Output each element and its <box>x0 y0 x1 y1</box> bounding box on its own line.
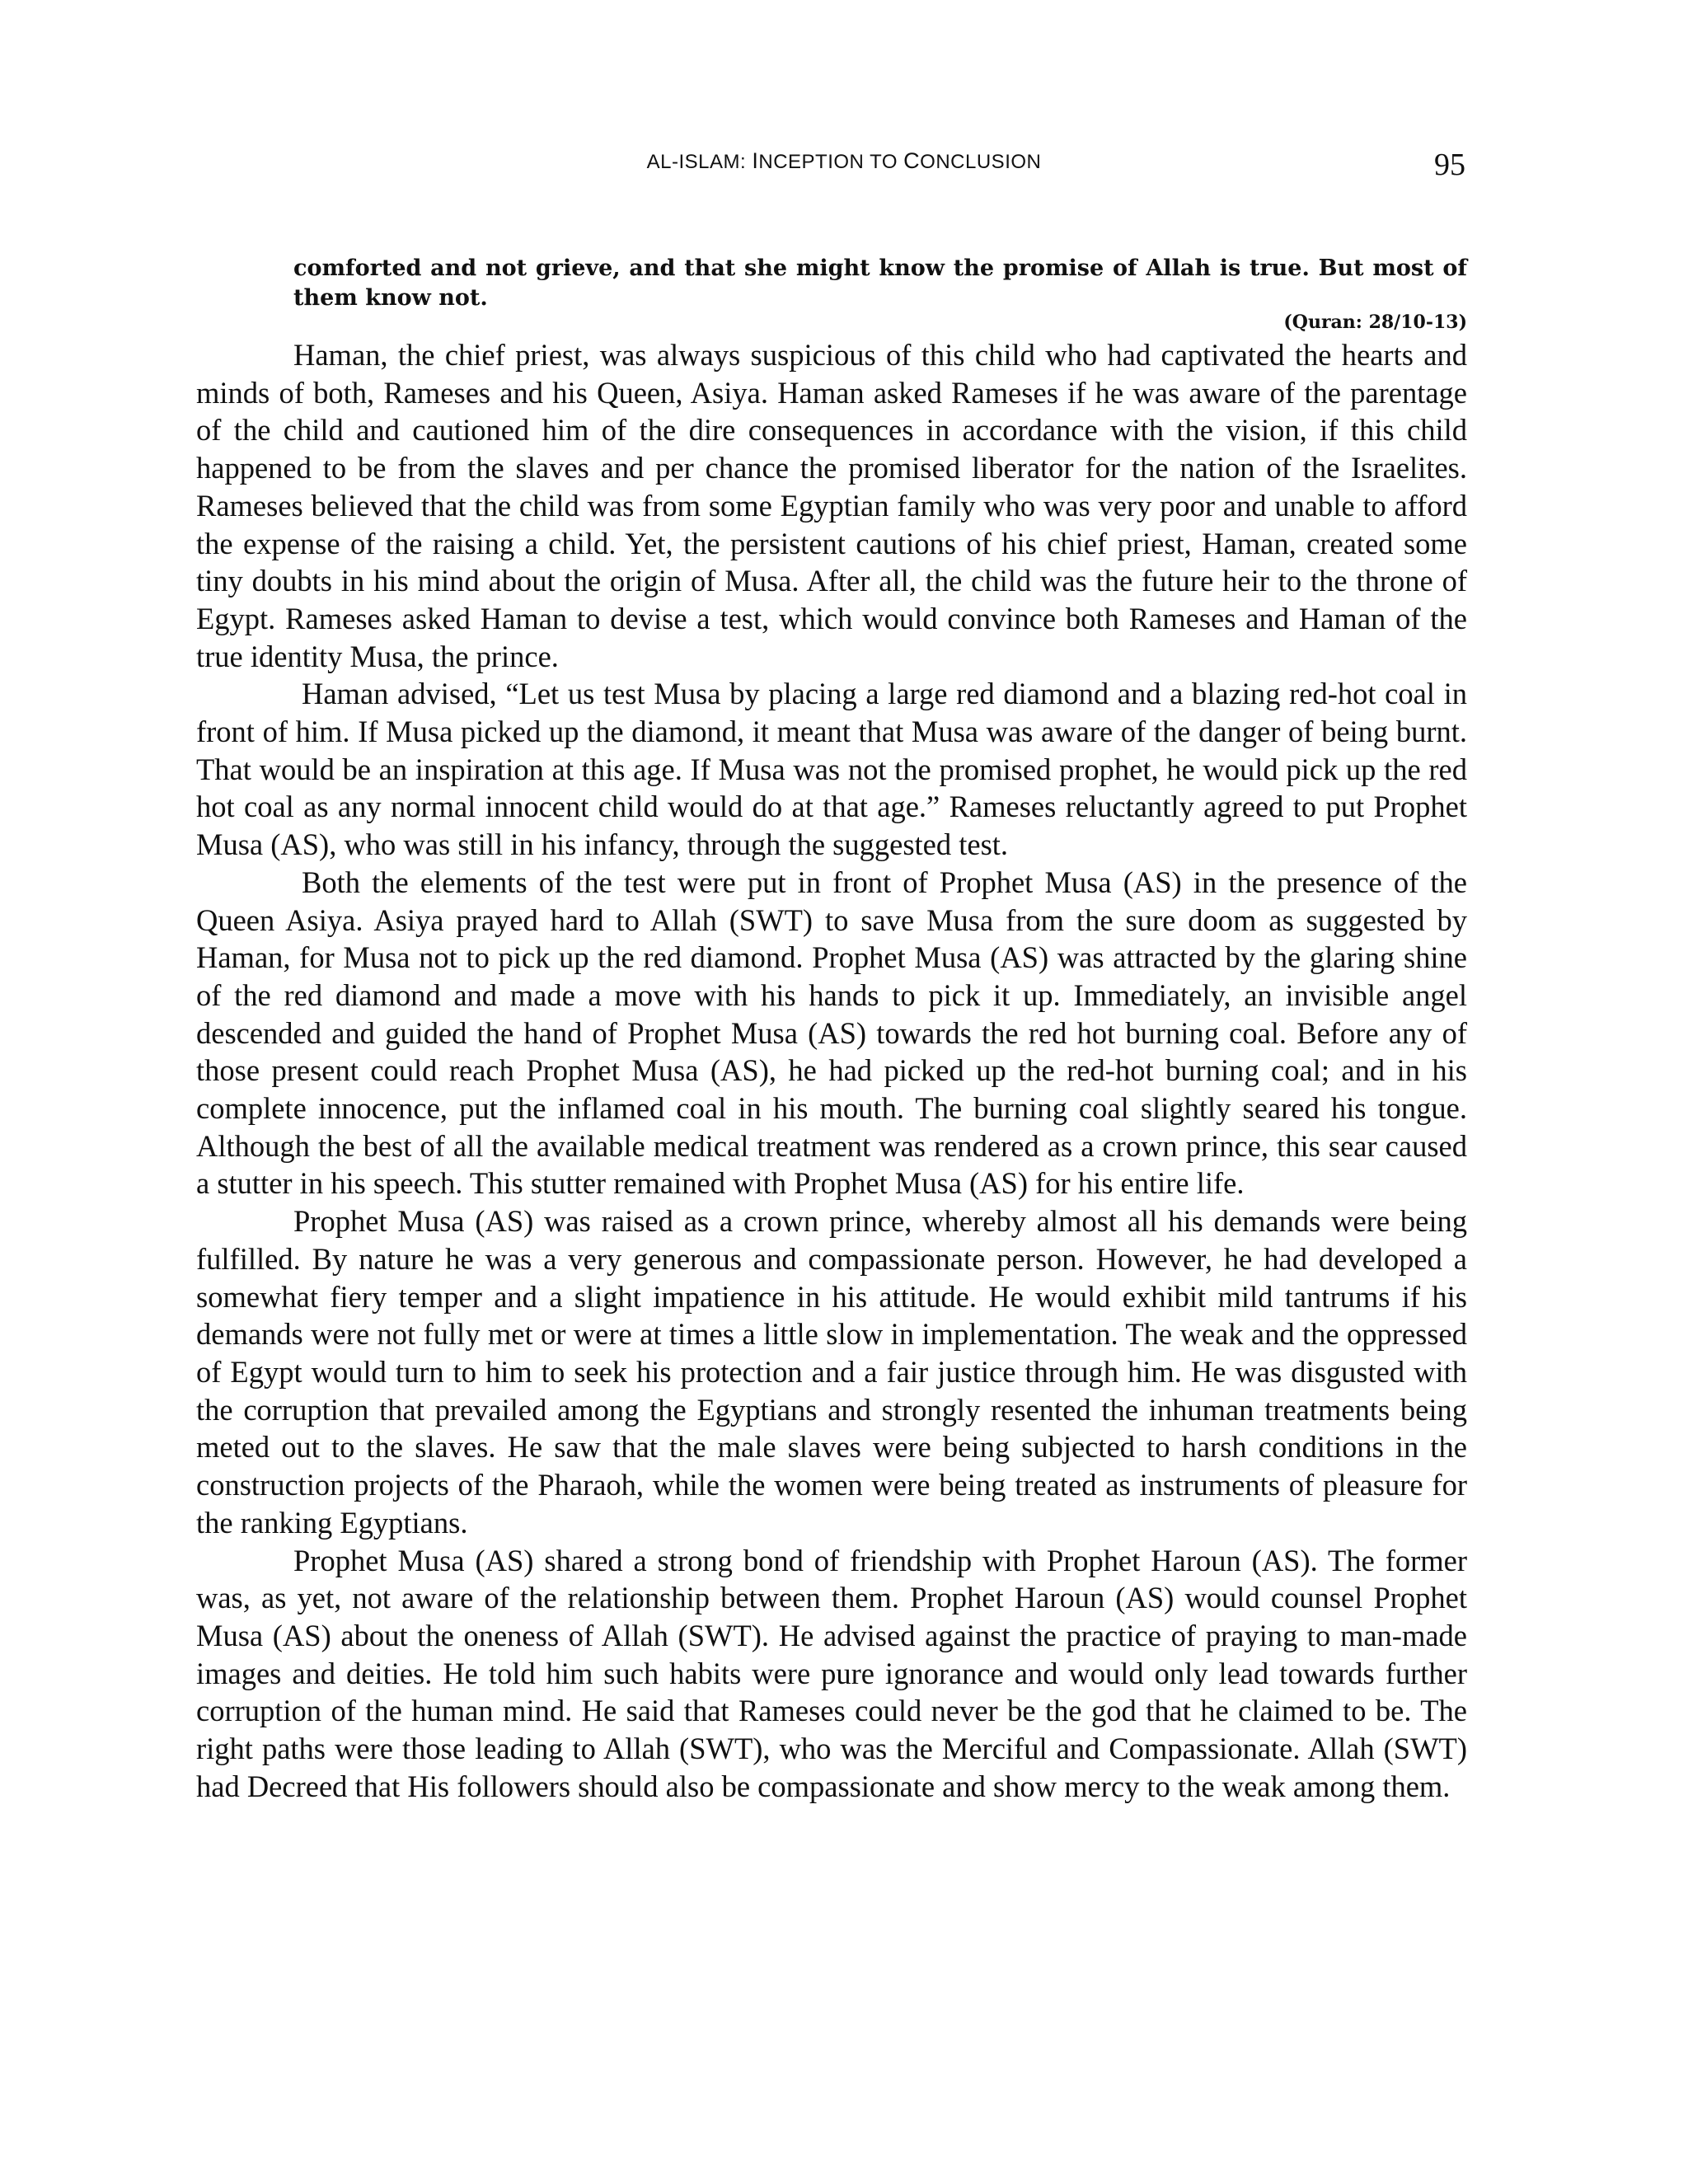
quran-quote: comforted and not grieve, and that she might know the promise of Allah is true. But most of them know not. <box>293 255 1467 311</box>
book-title-initial-c: C <box>903 148 921 173</box>
paragraph-4: Prophet Musa (AS) was raised as a crown prince, whereby almost all his demands were being fulfilled. By nature he was a very generous and compassionate person. However, he had developed a somewhat fiery temper and a slight impatience in his attitude. He would exhibit mild tantrums if his demands were not fully met or were at times a little slow in implementation. The weak and the oppressed of Egypt would turn to him to seek his protection and a fair justice through him. He was disgusted with the corruption that prevailed among the Egyptians and strongly resented the inhuman treatments being meted out to the slaves. He saw that the male slaves were being subjected to harsh conditions in the construction projects of the Pharaoh, while the women were being treated as instruments of pleasure for the ranking Egyptians. <box>196 1204 1467 1540</box>
paragraph-1: Haman, the chief priest, was always suspicious of this child who had captivated the hearts and minds of both, Rameses and his Queen, Asiya. Haman asked Rameses if he was aware of the parentage of the child and cautioned him of the dire consequences in accordance with the vision, if this child happened to be from the slaves and per chance the promised liberator for the nation of the Israelites. Rameses believed that the child was from some Egyptian family who was very poor and unable to afford the expense of the raising a child. Yet, the persistent cautions of his chief priest, Haman, created some tiny doubts in his mind about the origin of Musa. After all, the child was the future heir to the throne of Egypt. Rameses asked Haman to devise a test, which would convince both Rameses and Haman of the true identity Musa, the prince. <box>196 338 1467 673</box>
book-title-onclusion: ONCLUSION <box>920 151 1042 173</box>
book-title-nception: NCEPTION TO <box>758 151 904 173</box>
paragraph-5: Prophet Musa (AS) shared a strong bond of friendship with Prophet Haroun (AS). The former was, as yet, not aware of the relationship between them. Prophet Haroun (AS) would counsel Prophet Musa (AS) about the oneness of Allah (SWT). He advised against the practice of praying to man-made images and deities. He told him such habits were pure ignorance and would only lead towards further corruption of the human mind. He said that Rameses could never be the god that he claimed to be. The right paths were those leading to Allah (SWT), who was the Merciful and Compassionate. Allah (SWT) had Decreed that His followers should also be compassionate and show mercy to the weak among them. <box>196 1543 1467 1803</box>
quran-citation: (Quran: 28/10-13) <box>1283 312 1467 333</box>
page-number: 95 <box>1434 148 1465 182</box>
book-title-prefix: AL-ISLAM: <box>646 151 753 173</box>
paragraph-2: Haman advised, “Let us test Musa by placing a large red diamond and a blazing red-hot coal in front of him. If Musa picked up the diamond, it meant that Musa was aware of the danger of being burnt. That would be an inspiration at this age. If Musa was not the promised prophet, he would pick up the red hot coal as any normal innocent child would do at that age.” Rameses reluctantly agreed to put Prophet Musa (AS), who was still in his infancy, through the suggested test. <box>196 677 1467 862</box>
body-text <box>196 336 1467 1805</box>
book-title-initial-i: I <box>752 148 759 173</box>
paragraph-3: Both the elements of the test were put in front of Prophet Musa (AS) in the presence of the Queen Asiya. Asiya prayed hard to Allah (SWT) to save Musa from the sure doom as suggested by Haman, for Musa not to pick up the red diamond. Prophet Musa (AS) was attracted by the glaring shine of the red diamond and made a move with his hands to pick it up. Immediately, an invisible angel descended and guided the hand of Prophet Musa (AS) towards the red hot burning coal. Before any of those present could reach Prophet Musa (AS), he had picked up the red-hot burning coal; and in his complete innocence, put the inflamed coal in his mouth. The burning coal slightly seared his tongue. Although the best of all the available medical treatment was rendered as a crown prince, this sear caused a stutter in his speech. This stutter remained with Prophet Musa (AS) for his entire life. <box>196 865 1467 1201</box>
